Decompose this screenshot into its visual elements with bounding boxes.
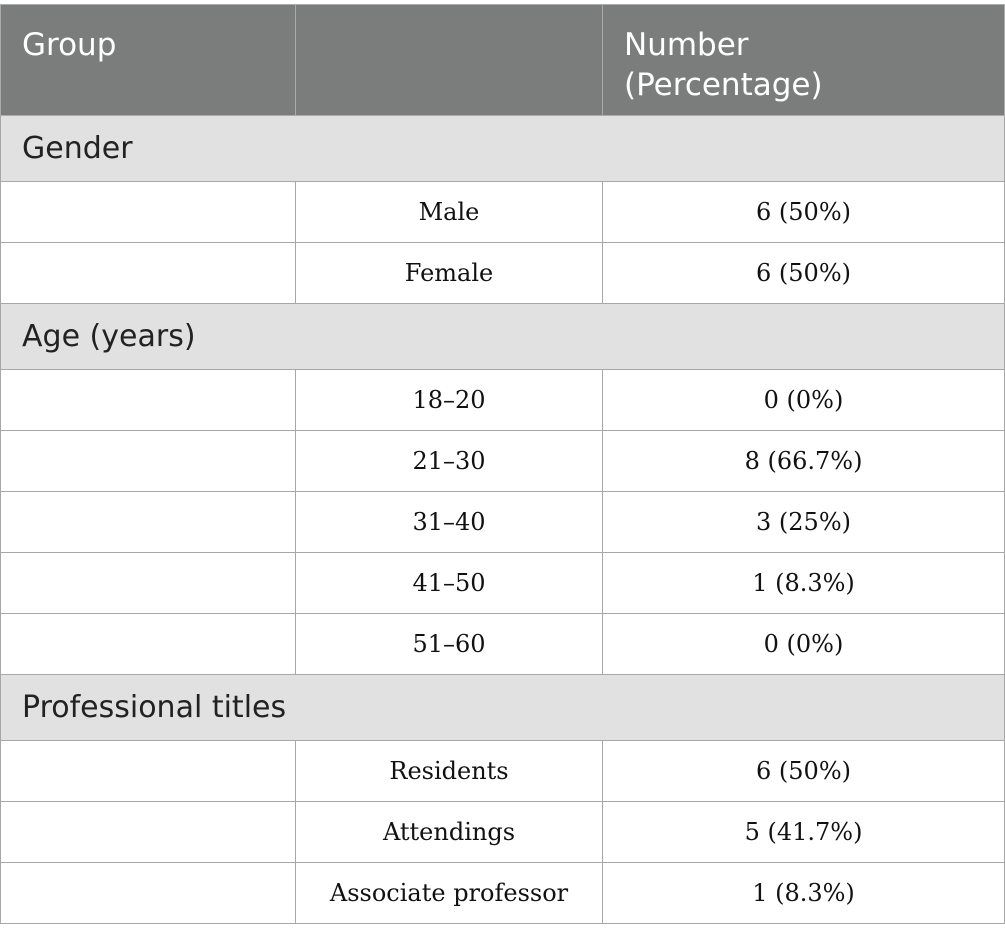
row-value: 1 (8.3%) <box>603 863 1005 924</box>
row-value: 6 (50%) <box>603 741 1005 802</box>
number-column-header <box>603 5 1005 116</box>
table-row <box>1 553 1005 614</box>
row-value: 6 (50%) <box>603 243 1005 304</box>
empty-cell <box>1 182 296 243</box>
table-row <box>1 431 1005 492</box>
row-label: 21–30 <box>296 431 603 492</box>
demographics-table <box>0 4 1005 924</box>
empty-cell <box>1 370 296 431</box>
row-label: Attendings <box>296 802 603 863</box>
number-header-line2: (Percentage) <box>624 67 823 103</box>
row-label: Associate professor <box>296 863 603 924</box>
table-row <box>1 863 1005 924</box>
section-title: Professional titles <box>1 675 1005 741</box>
table-row <box>1 802 1005 863</box>
row-value: 6 (50%) <box>603 182 1005 243</box>
row-label: 31–40 <box>296 492 603 553</box>
middle-column-header <box>296 5 603 116</box>
section-title: Gender <box>1 116 1005 182</box>
section-row-age <box>1 304 1005 370</box>
row-value: 0 (0%) <box>603 614 1005 675</box>
row-value: 3 (25%) <box>603 492 1005 553</box>
number-header-line1: Number <box>624 27 749 63</box>
empty-cell <box>1 492 296 553</box>
empty-cell <box>1 863 296 924</box>
table-body <box>1 116 1005 924</box>
header-row <box>1 5 1005 116</box>
empty-cell <box>1 802 296 863</box>
empty-cell <box>1 431 296 492</box>
section-row-professional-titles <box>1 675 1005 741</box>
row-label: Residents <box>296 741 603 802</box>
row-label: 18–20 <box>296 370 603 431</box>
section-title: Age (years) <box>1 304 1005 370</box>
row-value: 0 (0%) <box>603 370 1005 431</box>
table-row <box>1 741 1005 802</box>
group-column-header: Group <box>1 5 296 116</box>
empty-cell <box>1 741 296 802</box>
empty-cell <box>1 243 296 304</box>
table-row <box>1 182 1005 243</box>
row-label: Female <box>296 243 603 304</box>
row-label: 41–50 <box>296 553 603 614</box>
table-row <box>1 370 1005 431</box>
section-row-gender <box>1 116 1005 182</box>
table-row <box>1 492 1005 553</box>
row-value: 8 (66.7%) <box>603 431 1005 492</box>
row-label: Male <box>296 182 603 243</box>
empty-cell <box>1 614 296 675</box>
row-label: 51–60 <box>296 614 603 675</box>
row-value: 1 (8.3%) <box>603 553 1005 614</box>
table-header <box>1 5 1005 116</box>
table-row <box>1 614 1005 675</box>
table-row <box>1 243 1005 304</box>
empty-cell <box>1 553 296 614</box>
row-value: 5 (41.7%) <box>603 802 1005 863</box>
